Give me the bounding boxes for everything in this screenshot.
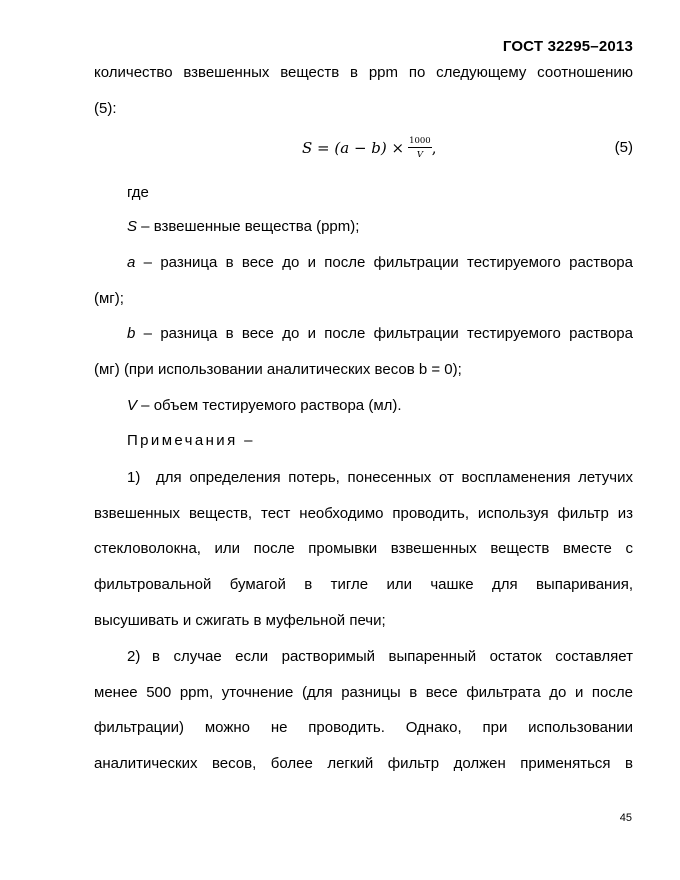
page-number: 45 xyxy=(619,812,632,824)
where-label: где xyxy=(127,184,149,201)
note-line: высушивать и сжигать в муфельной печи; xyxy=(94,612,386,629)
note-line: менее 500 ppm, уточнение (для разницы в весе фильтрата до и после xyxy=(94,684,633,701)
note-item-number: 2) xyxy=(127,648,141,665)
formula-row xyxy=(94,130,633,166)
note-line: аналитических весов, более легкий фильтр должен применяться в xyxy=(94,755,633,772)
definition-v-text: – объем тестируемого раствора (мл). xyxy=(137,397,402,414)
variable-v: V xyxy=(127,397,138,414)
definition-a xyxy=(94,254,633,272)
note-line: взвешенных веществ, тест необходимо проводить, используя фильтр из xyxy=(94,505,633,522)
definition-s xyxy=(94,218,633,236)
note-item-number: 1) xyxy=(127,469,141,486)
formula-lhs: S = (a − b) × xyxy=(302,139,405,157)
note-line: в случае если растворимый выпаренный остаток составляет xyxy=(152,648,633,665)
definition-a-text: – разница в весе до и после фильтрации тестируемого раствора xyxy=(135,254,633,271)
note-item-2 xyxy=(94,648,633,666)
text-line: (мг) (при использовании аналитических весов b = 0); xyxy=(94,361,462,378)
text-line: количество взвешенных веществ в ppm по следующему соотношению xyxy=(94,64,633,81)
variable-s: S xyxy=(127,218,138,235)
text-line: (мг); xyxy=(94,290,124,307)
variable-b: b xyxy=(127,325,136,342)
formula-numerator: 1000 xyxy=(409,136,431,146)
formula-fraction xyxy=(408,136,432,160)
note-item-1 xyxy=(94,469,633,487)
note-line: фильтровальной бумагой в тигле или чашке для выпаривания, xyxy=(94,576,633,593)
text-line: (5): xyxy=(94,100,117,117)
page-body xyxy=(94,0,633,880)
definition-b xyxy=(94,325,633,343)
note-line: фильтрации) можно не проводить. Однако, при использовании xyxy=(94,719,633,736)
variable-a: a xyxy=(127,254,136,271)
note-line: стекловолокна, или после промывки взвешенных веществ вместе с xyxy=(94,540,633,557)
definition-v xyxy=(94,397,633,415)
formula-trail: , xyxy=(431,139,437,157)
formula-number: (5) xyxy=(614,139,633,156)
formula xyxy=(302,130,437,166)
notes-heading: Примечания – xyxy=(127,432,255,449)
definition-s-text: – взвешенные вещества (ppm); xyxy=(137,218,360,235)
document-code-header: ГОСТ 32295–2013 xyxy=(502,38,633,55)
formula-denominator: V xyxy=(416,150,423,160)
note-line: для определения потерь, понесенных от воспламенения летучих xyxy=(156,469,633,486)
definition-b-text: – разница в весе до и после фильтрации тестируемого раствора xyxy=(135,325,633,342)
